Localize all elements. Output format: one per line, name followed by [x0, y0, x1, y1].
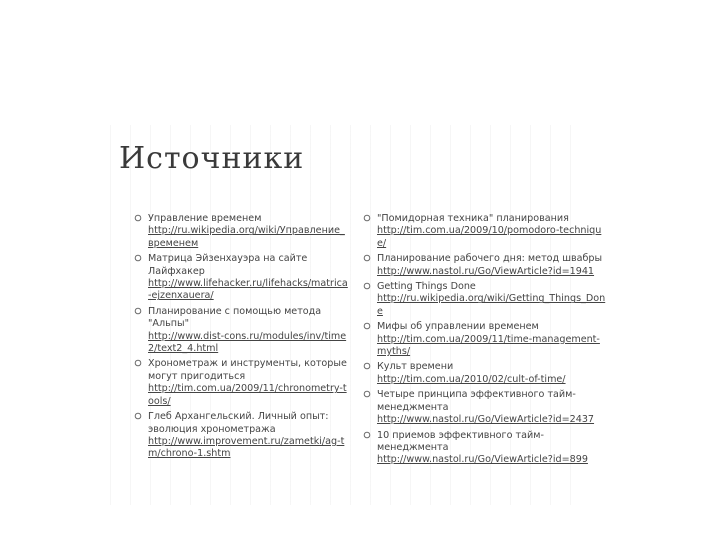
list-item — [363, 430, 608, 467]
hollow-circle-bullet-icon — [134, 214, 142, 222]
source-link[interactable]: http://www.dist-cons.ru/modules/inv/time2/text2_4.html — [148, 330, 347, 355]
source-title: Планирование с помощью метода "Альпы" — [148, 305, 322, 330]
sources-list-left — [134, 213, 349, 464]
hollow-circle-bullet-icon — [134, 412, 142, 420]
source-link[interactable]: http://tim.com.ua/2009/11/chronometry-tools/ — [148, 383, 347, 407]
hollow-circle-bullet-icon — [363, 254, 371, 262]
hollow-circle-bullet-icon — [363, 390, 371, 398]
source-title: "Помидорная техника" планирования — [377, 213, 569, 224]
list-item — [363, 321, 608, 358]
source-link[interactable]: http://ru.wikipedia.org/wiki/Getting_Things_Done — [377, 293, 606, 317]
page-title: Источники — [119, 141, 305, 176]
list-item — [363, 389, 608, 426]
hollow-circle-bullet-icon — [134, 254, 142, 262]
hollow-circle-bullet-icon — [363, 214, 371, 222]
source-title: Управление временем — [148, 213, 262, 224]
hollow-circle-bullet-icon — [363, 282, 371, 290]
source-title: Getting Things Done — [377, 281, 476, 293]
source-title: Матрица Эйзенхауэра на сайте Лайфхакер — [148, 253, 308, 277]
source-link[interactable]: http://tim.com.ua/2010/02/cult-of-time/ — [377, 373, 566, 385]
list-item — [134, 411, 349, 461]
source-link[interactable]: http://tim.com.ua/2009/11/time-management-myths/ — [377, 333, 600, 358]
list-item — [363, 213, 608, 250]
hollow-circle-bullet-icon — [363, 362, 371, 370]
source-title: Мифы об управлении временем — [377, 321, 539, 333]
source-link[interactable]: http://www.lifehacker.ru/lifehacks/matrica-ejzenxauera/ — [148, 278, 348, 302]
hollow-circle-bullet-icon — [134, 307, 142, 315]
list-item — [134, 253, 349, 303]
source-title: Культ времени — [377, 361, 454, 373]
source-title: Четыре принципа эффективного тайм-менеджмента — [377, 389, 576, 413]
source-link[interactable]: http://ru.wikipedia.org/wiki/Управление_временем — [148, 225, 345, 249]
hollow-circle-bullet-icon — [363, 322, 371, 330]
source-title: Глеб Архангельский. Личный опыт: эволюция хронометража — [148, 411, 329, 435]
list-item — [134, 213, 349, 250]
source-link[interactable]: http://www.nastol.ru/Go/ViewArticle?id=899 — [377, 454, 588, 466]
source-link[interactable]: http://www.nastol.ru/Go/ViewArticle?id=2437 — [377, 414, 595, 426]
source-link[interactable]: http://www.nastol.ru/Go/ViewArticle?id=1941 — [377, 265, 595, 277]
source-title: 10 приемов эффективного тайм-менеджмента — [377, 429, 544, 453]
source-link[interactable]: http://www.improvement.ru/zametki/ag-tm/chrono-1.shtm — [148, 435, 345, 460]
source-link[interactable]: http://tim.com.ua/2009/10/pomodoro-technique/ — [377, 225, 602, 249]
source-title: Хронометраж и инструменты, которые могут пригодиться — [148, 358, 347, 382]
list-item — [363, 281, 608, 318]
hollow-circle-bullet-icon — [363, 431, 371, 439]
list-item — [363, 361, 608, 386]
list-item — [134, 306, 349, 356]
source-title: Планирование рабочего дня: метод швабры — [377, 253, 603, 265]
sources-list-right — [363, 213, 608, 470]
hollow-circle-bullet-icon — [134, 359, 142, 367]
list-item — [363, 253, 608, 278]
list-item — [134, 358, 349, 408]
